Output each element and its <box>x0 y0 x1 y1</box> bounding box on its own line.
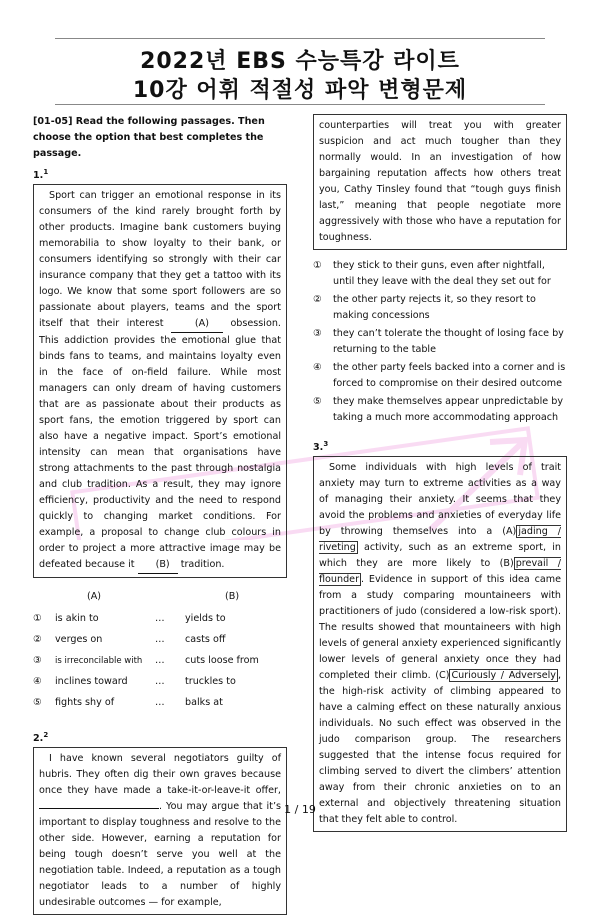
option-row[interactable]: ⑤ fights shy of … balks at <box>33 696 223 708</box>
choice-box-a[interactable]: jading / riveting <box>319 526 561 554</box>
blank-a: (A) <box>171 316 223 333</box>
page-subtitle: 10강 어휘 적절성 파악 변형문제 <box>132 78 468 103</box>
q1-text-3: tradition. <box>180 559 225 571</box>
header-b: (B) <box>225 591 240 603</box>
q2-text-1: I have known several negotiators guilty of hubris. They often dig their own graves because once they have made a take-it-or-leave-it offer, <box>39 753 281 797</box>
option-item[interactable]: ① they stick to their guns, even after nightfall, until they leave with the deal they set out for <box>313 260 551 287</box>
q1-text-2: obsession. This addiction provides the emotional glue that binds fans to teams, and maintains loyalty even in the face of on-field failure. While most managers can only dream of having customers that are as passionate about their products as sport fans, the emotion triggered by sport can also have a negative impact. Sport’s emotional intensity can mean that organisations have strong attachments to the past through nostalgia and club tradition. As a result, they may ignore efficiency, productivity and the need to respond quickly to changing market conditions. For example, a proposal to change club colours in order to project a more attractive image may be defeated because it <box>39 318 281 571</box>
title-rule <box>55 104 545 105</box>
option-row[interactable]: ① is akin to … yields to <box>33 612 226 624</box>
q2-number: 2.$^2$ <box>33 731 49 745</box>
q3-passage <box>313 456 567 832</box>
q1-number: 1.$^1$ <box>33 168 49 182</box>
choice-box-b[interactable]: prevail / flounder <box>319 558 561 586</box>
option-item[interactable]: ② the other party rejects it, so they resort to making concessions <box>313 294 536 321</box>
q3-text-1: Some individuals with high levels of trait anxiety may turn to extreme activities as a way of managing their anxiety. It seems that they avoid the problems and anxieties of everyday life by throwing themselves into a (A) <box>319 462 561 538</box>
q1-passage <box>33 184 287 578</box>
blank-b: (B) <box>138 557 178 574</box>
q3-text-3: . Evidence in support of this idea came from a study comparing mountaineers with practitioners of judo (considered a low-risk sport). The results showed that mountaineers with high levels of general anxiety experienced significantly lower levels of general anxiety once they had completed their climb. (C) <box>319 574 561 682</box>
option-item[interactable]: ④ the other party feels backed into a corner and is forced to compromise on their desired outcome <box>313 362 566 389</box>
q2-passage-part2 <box>313 114 567 250</box>
option-row[interactable]: ③ is irreconcilable with … cuts loose from <box>33 654 259 666</box>
q1-text-1: Sport can trigger an emotional response in its consumers of the kind rarely brought forth by other products. Imagine bank customers buying memorabilia to show loyalty to their bank, or consumers identifying so strongly with their car insurance company that they get a tattoo with its logo. We know that some sport followers are so passionate about players, teams and the sport itself that their interest <box>39 190 281 330</box>
q3-text-4: , the high-risk activity of climbing appeared to have a calming effect on these naturally anxious individuals. No such effect was observed in the judo comparison group. The researchers suggested that the intense focus required for climbing served to divert the climbers’ attention away from their chronic anxieties on to an external and objectively threatening situation that they felt able to control. <box>319 670 562 826</box>
option-row[interactable]: ② verges on … casts off <box>33 633 226 645</box>
q2-passage-part1 <box>33 747 287 915</box>
left-column <box>33 114 287 915</box>
header-a: (A) <box>87 591 102 603</box>
q2-text-3: counterparties will treat you with greater suspicion and act much tougher than they normally would. In an investigation of how bargaining reputation affects how others treat you, Cathy Tinsley found that “tough guys finish last,” meaning that people negotiate more aggressively with those who have a reputation for toughness. <box>319 120 561 243</box>
right-column <box>313 114 567 832</box>
q3-number: 3.$^3$ <box>313 440 329 454</box>
instructions: [01-05] Read the following passages. Then choose the option that best completes the passage. <box>33 116 265 159</box>
option-row[interactable]: ④ inclines toward … truckles to <box>33 675 236 687</box>
choice-box-c[interactable]: Curiously / Adversely <box>451 670 556 682</box>
q2-text-2: . You may argue that it’s important to display toughness and resolve to the other side. However, earning a reputation for being tough doesn’t serve you well at the negotiation table. Indeed, a reputation as a tough negotiator leads to a number of highly undesirable outcomes — for example, <box>39 801 281 909</box>
option-item[interactable]: ⑤ they make themselves appear unpredictable by taking a much more accommodating approach <box>313 396 564 423</box>
page-title: 2022년 EBS 수능특강 라이트 <box>140 49 460 74</box>
page-number: 1 / 19 <box>284 803 316 816</box>
top-rule <box>55 38 545 39</box>
options-header <box>33 586 287 608</box>
option-item[interactable]: ③ they can’t tolerate the thought of losing face by returning to the table <box>313 328 564 355</box>
q1-options <box>33 586 287 713</box>
q2-options <box>313 258 567 426</box>
q3-text-2: activity, such as an extreme sport, in which they are more likely to (B) <box>319 542 561 570</box>
